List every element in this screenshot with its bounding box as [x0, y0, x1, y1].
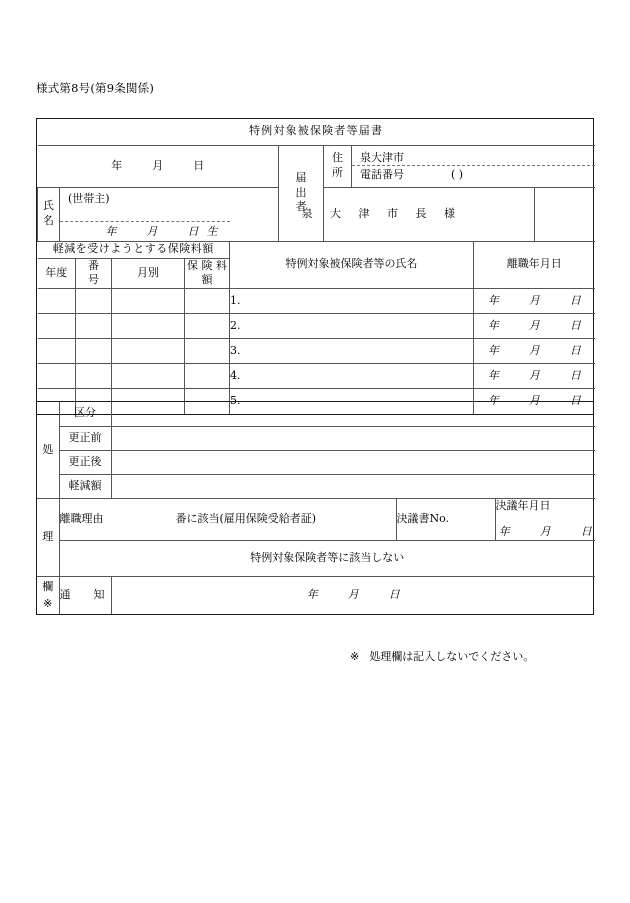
cell-separation-date[interactable]: 年 月 日: [474, 389, 595, 414]
separation-reason-suffix: 番に該当(雇用保険受給者証): [175, 511, 317, 525]
cell-separation-date[interactable]: 年 月 日: [474, 289, 595, 314]
table-row: [38, 314, 595, 339]
col-month: 月別: [112, 258, 185, 289]
householder-label: (世帯主): [68, 191, 110, 205]
table-row: [38, 364, 595, 389]
name-write-line[interactable]: [60, 210, 230, 222]
birth-month: 月: [146, 224, 158, 238]
address-city: 泉大津市: [352, 149, 595, 166]
processing-side-label-middle: 理: [37, 498, 59, 576]
submitter-label: 届 出 者: [279, 145, 324, 241]
col-amount: 保 険 料 額: [185, 258, 230, 289]
notice-date-field[interactable]: 年 月 日: [111, 576, 595, 614]
resolution-date-ymd: 年 月 日: [498, 524, 592, 538]
address-field[interactable]: [352, 145, 595, 187]
value-before-correction[interactable]: [111, 426, 595, 450]
value-after-correction[interactable]: [111, 450, 595, 474]
submission-date-year: 年: [111, 158, 123, 172]
processing-nonmatch-row: [37, 540, 595, 576]
cell-month[interactable]: [112, 289, 185, 314]
birthdate-field[interactable]: [60, 222, 230, 241]
cell-fiscal-year[interactable]: [38, 339, 76, 364]
birth-year: 年: [105, 224, 117, 238]
title-row: [38, 119, 595, 145]
label-reduction-amount: 軽減額: [59, 474, 111, 498]
non-applicable-text: 特例対象保険者等に該当しない: [59, 540, 595, 576]
label-category: 区分: [59, 402, 111, 426]
separation-reason-label: 離職理由: [59, 511, 104, 525]
processing-reduction-row: [37, 474, 595, 498]
address-label: 住 所: [324, 145, 352, 187]
processing-notice-row: [37, 576, 595, 614]
cell-month[interactable]: [112, 314, 185, 339]
phone-row[interactable]: [352, 166, 595, 183]
cell-separation-date[interactable]: 年 月 日: [474, 314, 595, 339]
value-reduction-amount[interactable]: [111, 474, 595, 498]
label-after-correction: 更正後: [59, 450, 111, 474]
birth-suffix: 生: [206, 224, 218, 238]
cell-insured-name[interactable]: 5.: [230, 389, 474, 414]
form-sheet: [36, 118, 594, 415]
cell-insured-name[interactable]: 4.: [230, 364, 474, 389]
processing-before-row: [37, 426, 595, 450]
processing-after-row: [37, 450, 595, 474]
cell-amount[interactable]: [185, 339, 230, 364]
submission-date-day: 日: [193, 158, 205, 172]
cell-fiscal-year[interactable]: [38, 364, 76, 389]
processing-side-label-upper: 処: [37, 402, 59, 498]
addressee-mayor: 泉 大 津 市 長 様: [230, 187, 535, 241]
resolution-no-label: 決議書No.: [396, 511, 450, 525]
cell-fiscal-year[interactable]: [38, 289, 76, 314]
insured-name-header: 特例対象被保険者等の氏名: [230, 241, 474, 289]
name-field[interactable]: [60, 187, 230, 241]
cell-number[interactable]: [76, 289, 112, 314]
separation-date-header: 離職年月日: [474, 241, 595, 289]
cell-insured-name[interactable]: 3.: [230, 339, 474, 364]
footnote-text: 処理欄は記入しないでください。: [369, 650, 535, 663]
cell-number[interactable]: [76, 314, 112, 339]
processing-category-row: [37, 402, 595, 426]
label-before-correction: 更正前: [59, 426, 111, 450]
submission-date-month: 月: [152, 158, 164, 172]
cell-amount[interactable]: [185, 364, 230, 389]
premium-group-header-row: [38, 241, 595, 258]
form-grid: [37, 119, 595, 414]
submission-date-field[interactable]: [38, 145, 279, 187]
cell-separation-date[interactable]: 年 月 日: [474, 339, 595, 364]
processing-side-label-lower: 欄 ※: [37, 576, 59, 614]
col-number: 番 号: [76, 258, 112, 289]
resolution-date-label: 決議年月日: [495, 498, 551, 512]
processing-reason-row: [37, 498, 595, 540]
birth-day: 日: [187, 224, 199, 238]
notice-label: 通 知: [59, 576, 111, 614]
resolution-date-field[interactable]: [495, 498, 595, 540]
form-title: 特例対象被保険者等届書: [38, 119, 595, 145]
cell-amount[interactable]: [185, 314, 230, 339]
separation-reason-field[interactable]: [59, 498, 396, 540]
cell-number[interactable]: [76, 364, 112, 389]
footnote: [350, 648, 534, 664]
processing-sheet: [36, 401, 594, 615]
cell-month[interactable]: [112, 339, 185, 364]
cell-insured-name[interactable]: 1.: [230, 289, 474, 314]
premium-group-header: 軽減を受けようとする保険料額: [38, 241, 230, 258]
col-fiscal-year: 年度: [38, 258, 76, 289]
cell-fiscal-year[interactable]: [38, 314, 76, 339]
cell-amount[interactable]: [185, 289, 230, 314]
table-row: [38, 339, 595, 364]
phone-parens: ( ): [451, 168, 464, 181]
footnote-mark: ※: [350, 650, 360, 663]
cell-separation-date[interactable]: 年 月 日: [474, 364, 595, 389]
table-row: [38, 289, 595, 314]
name-label: 氏 名: [38, 187, 60, 241]
form-code: 様式第8号(第9条関係): [36, 81, 155, 95]
cell-month[interactable]: [112, 364, 185, 389]
cell-insured-name[interactable]: 2.: [230, 314, 474, 339]
phone-label: 電話番号: [360, 168, 404, 181]
resolution-no-field[interactable]: [396, 498, 495, 540]
processing-grid: [37, 402, 595, 614]
cell-number[interactable]: [76, 339, 112, 364]
value-category[interactable]: [111, 402, 595, 426]
